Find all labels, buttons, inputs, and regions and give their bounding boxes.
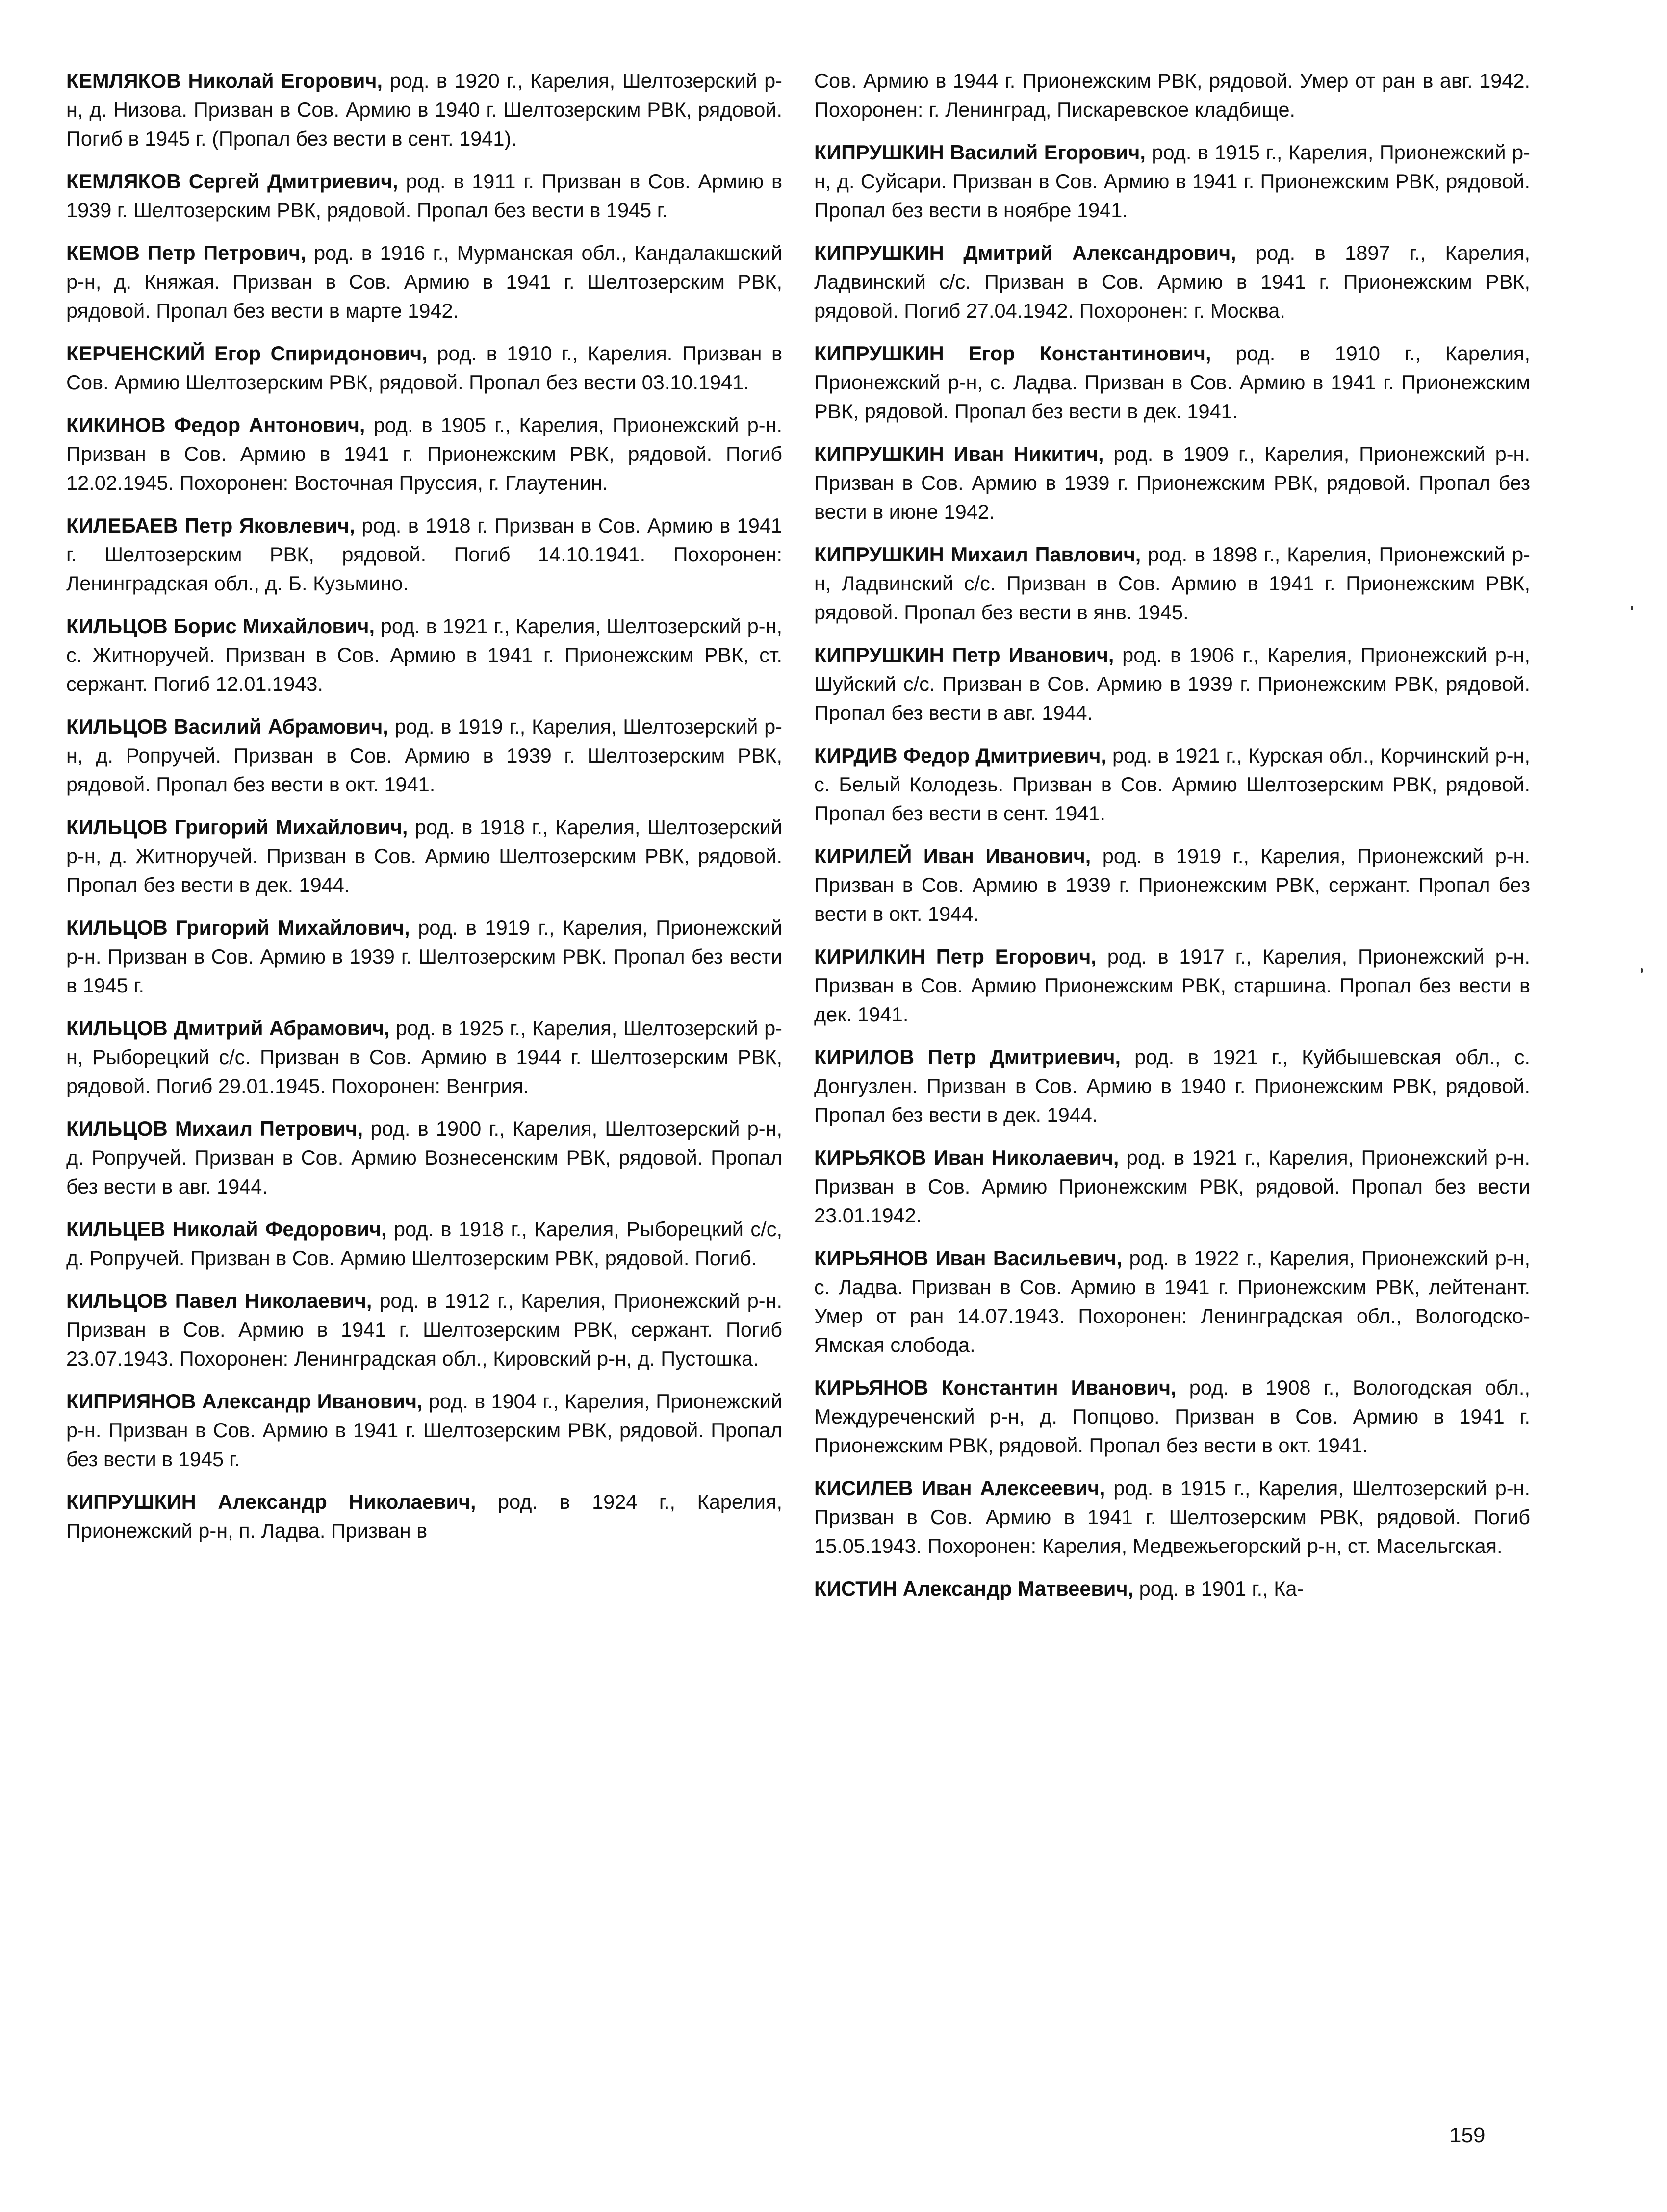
entry-text: род. в 1921 г., Куйбышевская обл., с. Донгузлен. Призван в Сов. Армию в 1940 г. Прионежским РВК, рядовой. Пропал без вести в дек. 1944. — [814, 1045, 1530, 1126]
biography-entry — [814, 439, 1530, 526]
entry-text: род. в 1897 г., Карелия, Ладвинский с/с. Призван в Сов. Армию в 1941 г. Прионежским РВК, рядовой. Погиб 27.04.1942. Похоронен: г. Москва. — [814, 241, 1530, 322]
biography-entry — [66, 167, 782, 225]
person-name: КЕРЧЕНСКИЙ Егор Спиридонович, — [66, 342, 428, 365]
biography-entry — [66, 511, 782, 598]
biography-entry — [814, 138, 1530, 225]
entry-text: род. в 1916 г., Мурманская обл., Кандалакшский р-н, д. Княжая. Призван в Сов. Армию в 1941 г. Шелтозерским РВК, рядовой. Пропал без вести в марте 1942. — [66, 241, 782, 322]
entry-text: род. в 1904 г., Карелия, Прионежский р-н. Призван в Сов. Армию в 1941 г. Шелтозерским РВК, рядовой. Пропал без вести в 1945 г. — [66, 1390, 782, 1471]
biography-entry — [814, 1474, 1530, 1560]
entry-text: род. в 1925 г., Карелия, Шелтозерский р-н, Рыборецкий с/с. Призван в Сов. Армию в 1944 г. Шелтозерским РВК, рядовой. Погиб 29.01.1945. Похоронен: Венгрия. — [66, 1017, 783, 1097]
biography-entry — [66, 238, 782, 325]
scan-speck — [1641, 968, 1643, 973]
entry-text: род. в 1911 г. Призван в Сов. Армию в 1939 г. Шелтозерским РВК, рядовой. Пропал без вести в 1945 г. — [66, 170, 782, 222]
entry-text: род. в 1918 г., Карелия, Рыборецкий с/с, д. Ропручей. Призван в Сов. Армию Шелтозерским РВК, рядовой. Погиб. — [66, 1218, 782, 1270]
person-name: КИЛЬЦОВ Борис Михайлович, — [66, 614, 375, 637]
person-name: КЕМЛЯКОВ Николай Егорович, — [66, 69, 383, 92]
entry-text: род. в 1909 г., Карелия, Прионежский р-н. Призван в Сов. Армию в 1939 г. Прионежским РВК, рядовой. Пропал без вести в июне 1942. — [814, 442, 1530, 523]
biography-entry — [814, 238, 1530, 325]
person-name: КИРИЛОВ Петр Дмитриевич, — [814, 1045, 1121, 1068]
entry-text: род. в 1919 г., Карелия, Прионежский р-н. Призван в Сов. Армию в 1939 г. Шелтозерским РВК. Пропал без вести в 1945 г. — [66, 916, 782, 997]
biography-entry — [814, 1042, 1530, 1129]
person-name: КИЛЬЦОВ Дмитрий Абрамович, — [66, 1017, 390, 1040]
entry-text: род. в 1915 г., Карелия, Шелтозерский р-н. Призван в Сов. Армию в 1941 г. Шелтозерским РВК, рядовой. Погиб 15.05.1943. Похоронен: Карелия, Медвежьегорский р-н, ст. Масельгская. — [814, 1476, 1531, 1557]
entry-text: род. в 1922 г., Карелия, Прионежский р-н, с. Ладва. Призван в Сов. Армию в 1941 г. Прионежским РВК, лейтенант. Умер от ран 14.07.1943. Похоронен: Ленинградская обл., Вологодско-Ямская слобода. — [814, 1246, 1530, 1356]
person-name: КИПРУШКИН Дмитрий Александрович, — [814, 241, 1236, 264]
biography-entry — [814, 540, 1530, 627]
person-name: КИПРУШКИН Петр Иванович, — [814, 643, 1114, 666]
person-name: КИЛЬЦОВ Григорий Михайлович, — [66, 815, 408, 839]
entry-text: род. в 1900 г., Карелия, Шелтозерский р-н, д. Ропручей. Призван в Сов. Армию Вознесенским РВК, рядовой. Пропал без вести в авг. 1944. — [66, 1117, 782, 1198]
entry-text: род. в 1920 г., Карелия, Шелтозерский р-н, д. Низова. Призван в Сов. Армию в 1940 г. Шелтозерским РВК, рядовой. Погиб в 1945 г. (Пропал без вести в сент. 1941). — [66, 69, 782, 150]
left-column — [66, 66, 782, 1559]
entry-text: род. в 1921 г., Курская обл., Корчинский р-н, с. Белый Колодезь. Призван в Сов. Армию Шелтозерским РВК, рядовой. Пропал без вести в сент. 1941. — [814, 744, 1530, 825]
biography-entry — [66, 913, 782, 1000]
biography-entry — [814, 1574, 1530, 1603]
entry-text: род. в 1919 г., Карелия, Прионежский р-н. Призван в Сов. Армию в 1939 г. Прионежским РВК, сержант. Пропал без вести в окт. 1944. — [814, 844, 1530, 925]
person-name: КИЛЬЦОВ Павел Николаевич, — [66, 1289, 372, 1312]
biography-entry — [66, 611, 782, 698]
right-column — [814, 66, 1530, 1617]
person-name: КИСИЛЕВ Иван Алексеевич, — [814, 1476, 1105, 1500]
person-name: КИЛЬЦОВ Михаил Петрович, — [66, 1117, 363, 1140]
person-name: КИПРИЯНОВ Александр Иванович, — [66, 1390, 423, 1413]
biography-entry — [66, 339, 782, 397]
person-name: КЕМОВ Петр Петрович, — [66, 241, 307, 264]
entry-text: род. в 1918 г., Карелия, Шелтозерский р-н, д. Житноручей. Призван в Сов. Армию Шелтозерским РВК, рядовой. Пропал без вести в дек. 1944. — [66, 815, 782, 896]
entry-text: Сов. Армию в 1944 г. Прионежским РВК, рядовой. Умер от ран в авг. 1942. Похоронен: г. Ленинград, Пискаревское кладбище. — [814, 69, 1530, 121]
entry-text: род. в 1921 г., Карелия, Шелтозерский р-н, с. Житноручей. Призван в Сов. Армию в 1941 г. Прионежским РВК, ст. сержант. Погиб 12.01.1943. — [66, 614, 783, 695]
person-name: КИРИЛКИН Петр Егорович, — [814, 945, 1097, 968]
biography-entry — [66, 1487, 782, 1545]
biography-entry — [814, 841, 1530, 928]
person-name: КИРЬЯКОВ Иван Николаевич, — [814, 1146, 1119, 1169]
biography-entry — [814, 1143, 1530, 1230]
person-name: КИПРУШКИН Егор Константинович, — [814, 342, 1211, 365]
entry-text: род. в 1924 г., Карелия, Прионежский р-н, п. Ладва. Призван в — [66, 1490, 782, 1542]
person-name: КИЛЬЦОВ Василий Абрамович, — [66, 715, 388, 738]
person-name: КИРДИВ Федор Дмитриевич, — [814, 744, 1106, 767]
biography-entry — [814, 640, 1530, 727]
biography-entry — [814, 1244, 1530, 1359]
entry-text: род. в 1908 г., Вологодская обл., Междуреченский р-н, д. Попцово. Призван в Сов. Армию в 1941 г. Прионежским РВК, рядовой. Пропал без вести в окт. 1941. — [814, 1376, 1530, 1457]
biography-entry — [66, 1286, 782, 1373]
entry-text: род. в 1915 г., Карелия, Прионежский р-н, д. Суйсари. Призван в Сов. Армию в 1941 г. Прионежским РВК, рядовой. Пропал без вести в ноябре 1941. — [814, 141, 1530, 222]
biography-entry — [814, 339, 1530, 426]
entry-text: род. в 1910 г., Карелия. Призван в Сов. Армию Шелтозерским РВК, рядовой. Пропал без вести 03.10.1941. — [66, 342, 782, 394]
biography-entry — [66, 1114, 782, 1201]
person-name: КИСТИН Александр Матвеевич, — [814, 1577, 1134, 1600]
biography-entry — [814, 741, 1530, 828]
biography-entry — [814, 1373, 1530, 1460]
entry-text: род. в 1901 г., Ка- — [1133, 1577, 1304, 1600]
entry-text: род. в 1917 г., Карелия, Прионежский р-н. Призван в Сов. Армию Прионежским РВК, старшина. Пропал без вести в дек. 1941. — [814, 945, 1530, 1026]
biography-entry — [66, 66, 782, 153]
biography-entry — [814, 66, 1530, 124]
biography-entry — [66, 1215, 782, 1272]
entry-text: род. в 1898 г., Карелия, Прионежский р-н, Ладвинский с/с. Призван в Сов. Армию в 1941 г. Прионежским РВК, рядовой. Пропал без вести в янв. 1945. — [814, 543, 1530, 624]
person-name: КИРИЛЕЙ Иван Иванович, — [814, 844, 1091, 867]
person-name: КИПРУШКИН Иван Никитич, — [814, 442, 1104, 465]
person-name: КЕМЛЯКОВ Сергей Дмитриевич, — [66, 170, 398, 193]
biography-entry — [66, 1014, 782, 1100]
person-name: КИПРУШКИН Александр Николаевич, — [66, 1490, 476, 1513]
person-name: КИЛЬЦОВ Григорий Михайлович, — [66, 916, 410, 939]
entry-text: род. в 1919 г., Карелия, Шелтозерский р-н, д. Ропручей. Призван в Сов. Армию в 1939 г. Шелтозерским РВК, рядовой. Пропал без вести в окт. 1941. — [66, 715, 783, 796]
biography-entry — [66, 1387, 782, 1474]
entry-text: род. в 1905 г., Карелия, Прионежский р-н. Призван в Сов. Армию в 1941 г. Прионежским РВК, рядовой. Погиб 12.02.1945. Похоронен: Восточная Пруссия, г. Глаутенин. — [66, 413, 782, 494]
person-name: КИРЬЯНОВ Иван Васильевич, — [814, 1246, 1123, 1270]
person-name: КИРЬЯНОВ Константин Иванович, — [814, 1376, 1177, 1399]
person-name: КИПРУШКИН Михаил Павлович, — [814, 543, 1141, 566]
person-name: КИКИНОВ Федор Антонович, — [66, 413, 365, 436]
entry-text: род. в 1912 г., Карелия, Прионежский р-н. Призван в Сов. Армию в 1941 г. Шелтозерским РВК, сержант. Погиб 23.07.1943. Похоронен: Ленинградская обл., Кировский р-н, д. Пустошка. — [66, 1289, 782, 1370]
entry-text: род. в 1910 г., Карелия, Прионежский р-н, с. Ладва. Призван в Сов. Армию в 1941 г. Прионежским РВК, рядовой. Пропал без вести в дек. 1941. — [814, 342, 1530, 423]
biography-entry — [66, 712, 782, 799]
scan-speck — [1631, 606, 1633, 610]
biography-entry — [814, 942, 1530, 1029]
person-name: КИПРУШКИН Василий Егорович, — [814, 141, 1146, 164]
entry-text: род. в 1906 г., Карелия, Прионежский р-н, Шуйский с/с. Призван в Сов. Армию в 1939 г. Прионежским РВК, рядовой. Пропал без вести в авг. 1944. — [814, 643, 1530, 724]
person-name: КИЛЬЦЕВ Николай Федорович, — [66, 1218, 387, 1241]
person-name: КИЛЕБАЕВ Петр Яковлевич, — [66, 514, 355, 537]
entry-text: род. в 1921 г., Карелия, Прионежский р-н. Призван в Сов. Армию Прионежским РВК, рядовой. Пропал без вести 23.01.1942. — [814, 1146, 1530, 1227]
entry-text: род. в 1918 г. Призван в Сов. Армию в 1941 г. Шелтозерским РВК, рядовой. Погиб 14.10.1941. Похоронен: Ленинградская обл., д. Б. Кузьмино. — [66, 514, 782, 595]
biography-entry — [66, 410, 782, 497]
page-number: 159 — [1449, 2123, 1486, 2147]
biography-entry — [66, 813, 782, 899]
